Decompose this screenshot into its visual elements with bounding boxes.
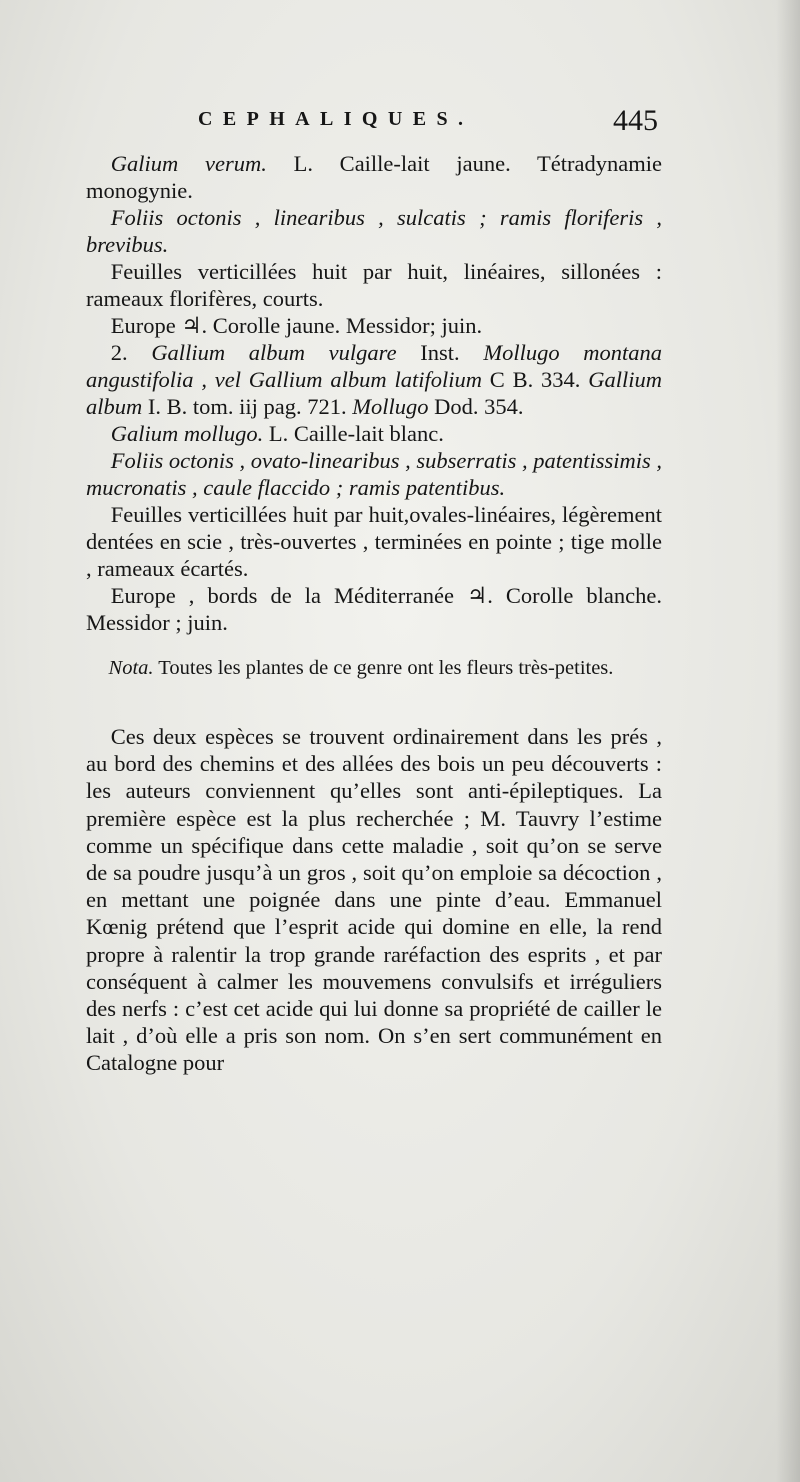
synonym-ref: C B. 334. [481, 367, 589, 392]
entry-galium-verum [86, 150, 662, 204]
synonym-name: Gallium album [86, 367, 662, 419]
species-description: L. Caille-lait blanc. [263, 421, 444, 446]
synonym-ref: Inst. [396, 340, 484, 365]
synonym-name: Mollugo [352, 394, 429, 419]
entry-galium-mollugo [86, 420, 662, 447]
french-description: Feuilles verticillées huit par huit,ovales-linéaires, légèrement dentées en scie , très-ouvertes , terminées en pointe ; tige molle , rameaux écartés. [86, 502, 662, 581]
scan-shadow [776, 0, 800, 1482]
synonym-name: Mollugo montana angustifolia , vel Gallium album latifolium [86, 340, 663, 392]
latin-diagnosis: Foliis octonis , linearibus , sulcatis ; ramis floriferis , brevibus. [86, 205, 662, 257]
entry-synonyms [86, 339, 662, 420]
french-description: Feuilles verticillées huit par huit, linéaires, sillonées : rameaux florifères, courts. [86, 259, 662, 311]
habitat-line: Europe , bords de la Méditerranée ♃. Corolle blanche. Messidor ; juin. [86, 583, 662, 635]
nota-label: Nota. [108, 657, 154, 679]
nota-text: Toutes les plantes de ce genre ont les fleurs très-petites. [153, 657, 614, 679]
species-description: L. Caille-lait jaune. Tétradynamie monogynie. [86, 151, 662, 203]
latin-diagnosis: Foliis octonis , ovato-linearibus , subserratis , patentissimis , mucronatis , caule flaccido ; ramis patentibus. [86, 448, 663, 500]
body-paragraph: Ces deux espèces se trouvent ordinairement dans les prés , au bord des chemins et des allées des bois un peu découverts : les auteurs conviennent qu’elles sont anti-épileptiques. La première espèce est la plus recherchée ; M. Tauvry l’estime comme un spécifique dans cette maladie , soit qu’on se serve de sa poudre jusqu’à un gros , soit qu’on emploie sa décoction , en mettant une poignée dans une pinte d’eau. Emmanuel Kœnig prétend que l’esprit acide qui domine en elle, la rend propre à ralentir la trop grande raréfaction des esprits , et par conséquent à calmer les mouvemens convulsifs et irréguliers des nerfs : c’est cet acide qui lui donne sa propriété de cailler le lait , d’où elle a pris son nom. On s’en sert communément en Catalogne pour [86, 724, 662, 1076]
nota-paragraph [86, 656, 662, 681]
entry-number: 2. [110, 340, 152, 365]
species-name: Galium mollugo. [110, 421, 264, 446]
synonym-ref: I. B. tom. iij pag. 721. [142, 394, 353, 419]
running-head: CEPHALIQUES. [198, 108, 474, 130]
habitat-line: Europe ♃. Corolle jaune. Messidor; juin. [110, 313, 483, 338]
species-name: Galium verum. [110, 151, 267, 176]
page-header [86, 104, 662, 144]
synonym-ref: Dod. 354. [428, 394, 524, 419]
synonym-name: Gallium album vulgare [151, 340, 397, 365]
page-number: 445 [613, 104, 658, 137]
text-block [86, 150, 662, 1077]
